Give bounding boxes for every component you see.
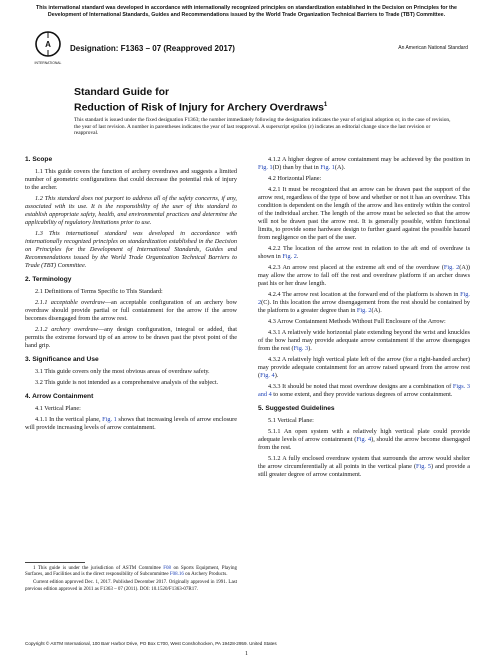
fig-1-link[interactable]: Fig. 1 <box>258 164 273 171</box>
text-run: 4.3.1 A relatively wide horizontal plate extending beyond the wrist and knuckles of the bow hand may provide adequate arrow containment if the arrow disengages from the rest ( <box>258 329 470 352</box>
fig-3-link[interactable]: Fig. 3 <box>293 345 309 352</box>
text-run: . <box>296 253 299 260</box>
paragraph-4-2-1: 4.2.1 It must be recognized that an arrow can be drawn past the support of the arrow rest, regardless of the type of bow and whether or not it has an overdraw. This condition is dependent on the length of the arrow and lies entirely within the control of the individual archer. The length of the arrow must be selected so that the arrow will not be drawn past the arrow rest. It is generally possible, within functional limits, to provide some hardware design to further guard against the possible hazard from negligence on the part of the user. <box>258 186 470 241</box>
paragraph-5-1-1 <box>258 428 470 452</box>
text-run: 4.2.3 An arrow rest placed at the extreme aft end of the overdraw ( <box>268 264 444 271</box>
notice-line-2: Development of International Standards, Guides and Recommendations issued by the World Trade Organization Technical Barriers to Trade (TBT) Committee. <box>47 11 446 18</box>
standard-issuance-note: This standard is issued under the fixed designation F1363; the number immediately following the designation indicates the year of original adoption or, in the case of revision, the year of last revision. A number in parentheses indicates the year of last reapproval. A superscript epsilon (ε) indicates an editorial change since the last revision or reapproval. <box>74 117 451 136</box>
paragraph-5-1-2 <box>258 455 470 479</box>
text-run: shows that increasing levels of arrow enclosure will provide increasing levels of arrow containment. <box>25 416 237 431</box>
fig-1-link[interactable]: Fig. 1 <box>102 416 117 423</box>
paragraph-4-1-1 <box>25 416 237 432</box>
footnote-1 <box>25 566 237 578</box>
document-title <box>74 86 327 115</box>
text-run: ), should the arrow become disengaged from the rest. <box>258 436 471 451</box>
term-archery-overdraw: 2.1.2 archery overdraw <box>35 326 98 333</box>
title-line-2 <box>74 99 327 115</box>
right-column <box>258 156 470 482</box>
title-footnote-mark: 1 <box>323 102 328 108</box>
definition-archery-overdraw: —any design configuration, integral or added, that permits the extreme forward tip of an arrow to be drawn past the pivot point of the hand grip. <box>25 326 237 349</box>
paragraph-3-1: 3.1 This guide covers only the most obvious areas of overdraw safety. <box>35 368 210 375</box>
paragraph-1-3: 1.3 This international standard was developed in accordance with internationally recognized principles on standardization established in the Decision on Principles for the Development of International Standards, Guides and Recommendations issued by the World Trade Organization Technical Barriers to Trade (TBT) Committee. <box>25 230 237 269</box>
paragraph-1-1: 1.1 This guide covers the function of archery overdraws and suggests a limited number of geometric configurations that could decrease the potential risk of injury to the archer. <box>25 168 237 191</box>
paragraph-2-1-2 <box>25 326 237 350</box>
text-run: 4.2.2 The location of the arrow rest in relation to the aft end of overdraw is shown in <box>258 245 470 260</box>
text-run: 5.1.1 An open system with a relatively high vertical plate could provide adequate levels of arrow containment ( <box>258 428 470 443</box>
footnotes <box>25 566 237 595</box>
text-run: (A)) may allow the arrow to fall off the rest and overdraw platform if an archer draws past his or her draw length. <box>258 264 470 287</box>
paragraph-3-2: 3.2 This guide is not intended as a comprehensive analysis of the subject. <box>35 379 219 386</box>
paragraph-1-2: 1.2 This standard does not purport to address all of the safety concerns, if any, associated with its use. It is the responsibility of the user of this standard to establish appropriate safety, health, and environmental practices and determine the applicability of regulatory limitations prior to use. <box>25 195 237 226</box>
paragraph-4-1: 4.1 Vertical Plane: <box>35 405 81 412</box>
paragraph-2-1-1 <box>25 299 237 323</box>
text-run: 4.1.2 A higher degree of arrow containment may be achieved by the position in <box>268 156 470 163</box>
text-run: (A). <box>371 307 382 314</box>
figs-3-and-4-link[interactable]: Figs. 3 and 4 <box>258 383 470 398</box>
section-heading-arrow-containment: 4. Arrow Containment <box>25 393 94 400</box>
fig-2-link[interactable]: Fig. 2 <box>258 291 470 306</box>
fig-1-link[interactable]: Fig. 1 <box>320 164 335 171</box>
paragraph-4-3-2 <box>258 356 470 380</box>
left-column <box>25 156 237 435</box>
committee-f08-link[interactable]: F08 <box>163 566 172 571</box>
paragraph-5-1: 5.1 Vertical Plane: <box>268 417 314 424</box>
footnote-divider <box>25 562 85 563</box>
text-run: 5.1.2 A fully enclosed overdraw system that surrounds the arrow would shelter the arrow circumferentially at all points in the vertical plane ( <box>258 455 470 470</box>
paragraph-4-2-4 <box>258 291 470 315</box>
logo-caption: INTERNATIONAL <box>34 61 62 65</box>
paragraph-4-2-3 <box>258 264 470 288</box>
paragraph-4-2: 4.2 Horizontal Plane: <box>268 175 322 182</box>
text-run: to some extent, and they provide various degrees of arrow containment. <box>271 391 453 398</box>
text-run: 4.1.1 In the vertical plane, <box>35 416 103 423</box>
title-main: Reduction of Risk of Injury for Archery Overdraws <box>74 101 324 114</box>
copyright-line: Copyright © ASTM International, 100 Barr Harbor Drive, PO Box C700, West Conshohocken, PA 19428-2959. United States <box>25 641 277 646</box>
text-run: (A). <box>334 164 346 171</box>
american-national-standard-label: An American National Standard <box>398 45 468 51</box>
page-number: 1 <box>245 651 248 657</box>
fig-2-link[interactable]: Fig. 2 <box>443 264 460 271</box>
text-run: on Archery Products. <box>183 572 228 578</box>
fig-2-link[interactable]: Fig. 2 <box>282 253 297 260</box>
title-line-1: Standard Guide for <box>74 86 170 98</box>
section-heading-suggested-guidelines: 5. Suggested Guidelines <box>258 405 335 412</box>
text-run: 1 This guide is under the jurisdiction of ASTM Committee <box>33 566 164 571</box>
svg-text:A: A <box>45 40 51 49</box>
paragraph-4-3-3 <box>258 383 470 399</box>
term-acceptable-overdraw: 2.1.1 acceptable overdraw <box>35 299 105 306</box>
paragraph-4-3-1 <box>258 329 470 353</box>
paragraph-2-1: 2.1 Definitions of Terms Specific to This Standard: <box>35 288 163 295</box>
text-run: on Sports Equipment, Playing Surfaces, and Facilities and is the direct responsibility of Subcommittee <box>25 566 237 578</box>
section-heading-terminology: 2. Terminology <box>25 276 72 283</box>
text-run: (D) than by that in <box>272 164 321 171</box>
designation: Designation: F1363 – 07 (Reapproved 2017) <box>70 44 235 53</box>
text-run: 4.3.3 It should be noted that most overdraw designs are a combination of <box>268 383 453 390</box>
notice-line-1: This international standard was developed in accordance with internationally recognized principles on standardization established in the Decision on Principles for the <box>36 5 457 11</box>
footnote-edition: Current edition approved Dec. 1, 2017. Published December 2017. Originally approved in 1991. Last previous edition approved in 2011 as F1363 – 07 (2011). DOI: 10.1520/F1363-07R17. <box>25 580 237 592</box>
text-run: ). <box>308 345 312 352</box>
fig-4-link[interactable]: Fig. 4 <box>260 372 275 379</box>
astm-logo-icon <box>34 30 62 68</box>
definition-acceptable-overdraw: —an acceptable configuration of an archery bow overdraw should provide partial or full containment for the arrow if the arrow becomes disengaged from the arrow rest. <box>25 299 238 322</box>
text-run: (C). In this location the arrow disengagement from the rest should be contained by the platform to a greater degree than in <box>258 299 470 314</box>
paragraph-4-2-2 <box>258 245 470 261</box>
subcommittee-f08-16-link[interactable]: F08.16 <box>169 572 184 578</box>
fig-5-link[interactable]: Fig. 5 <box>416 463 432 470</box>
text-run: ) and provide a still greater degree of arrow containment. <box>258 463 470 478</box>
section-heading-scope: 1. Scope <box>25 156 53 163</box>
paragraph-4-3: 4.3 Arrow Containment Methods Without Full Enclosure of the Arrow: <box>268 318 446 325</box>
section-heading-significance: 3. Significance and Use <box>25 356 99 363</box>
text-run: ). <box>274 372 279 379</box>
text-run: 4.2.4 The arrow rest location at the forward end of the platform is shown in <box>268 291 461 298</box>
fig-4-link[interactable]: Fig. 4 <box>356 436 372 443</box>
fig-2-link[interactable]: Fig. 2 <box>356 307 372 314</box>
development-notice <box>14 5 479 18</box>
paragraph-4-1-2 <box>258 156 470 172</box>
text-run: 4.3.2 A relatively high vertical plate left of the arrow (for a right-handed archer) may provide adequate containment for an arrow raised upward from the arrow rest ( <box>258 356 470 379</box>
